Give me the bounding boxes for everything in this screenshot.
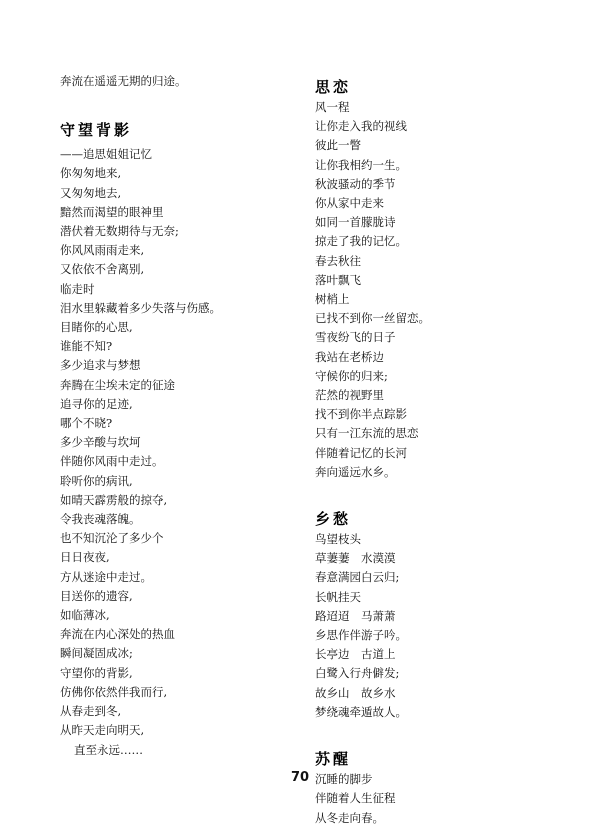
poem-line: 找不到你半点踪影	[315, 407, 407, 422]
poem-line: 瞬间凝固成冰;	[60, 646, 133, 661]
poem-line: 黯然而渴望的眼神里	[60, 204, 164, 219]
poem-line: 乡思作伴游子吟。	[315, 628, 407, 643]
poem-line: 风一程	[315, 100, 350, 114]
poem-line: 谁能不知?	[60, 339, 113, 354]
poem-line: 长亭边 古道上	[315, 647, 396, 662]
poem-title-xiangchou: 乡愁	[315, 510, 352, 529]
poem-line: 你从家中走来	[315, 196, 384, 211]
poem-line: 彼此一瞥	[315, 138, 361, 153]
poem-line: 如临薄冰,	[60, 608, 110, 623]
poem-line: 草萋萋 水漠漠	[315, 551, 396, 566]
poem-line: 从春走到冬,	[60, 704, 122, 719]
poem-line: 鸟望枝头	[315, 532, 361, 547]
poem-title-suxing: 苏醒	[315, 750, 352, 769]
poem-line: 令我丧魂落魄。	[60, 512, 141, 527]
poem-line: 落叶飘飞	[315, 272, 361, 287]
poem-line: 春去秋往	[315, 253, 361, 268]
right-column	[315, 0, 555, 828]
poem-body-shouwang	[60, 164, 290, 759]
poem-title-shouwang: 守望背影	[60, 121, 133, 140]
poem-line: 奔腾在尘埃未定的征途	[60, 377, 175, 392]
intro-line: 奔流在遥遥无期的归途。	[60, 74, 187, 88]
poem-line: 伴随着人生征程	[315, 791, 396, 806]
poem-line: 直至永远……	[74, 742, 143, 757]
poem-line: 你风风雨雨走来,	[60, 243, 145, 258]
poem-line: 又匆匆地去,	[60, 185, 122, 200]
poem-line: 多少追求与梦想	[60, 358, 141, 373]
poem-line: 潜伏着无数期待与无奈;	[60, 224, 179, 239]
poem-line: 如晴天霹雳般的掠夺,	[60, 492, 168, 507]
poem-line: 路迢迢 马萧萧	[315, 608, 396, 623]
poem-line: 从冬走向春。	[315, 810, 384, 825]
poem-line: 故乡山 故乡水	[315, 685, 396, 700]
poem-line: 聆听你的病讯,	[60, 473, 133, 488]
poem-line: 方从迷途中走过。	[60, 569, 152, 584]
poem-subtitle: ——追思姐姐记忆	[60, 147, 152, 162]
poem-line: 雪夜纷飞的日子	[315, 330, 396, 345]
poem-body-silian	[315, 98, 555, 482]
poem-line: 长帆挂天	[315, 589, 361, 604]
poem-title-silian: 思恋	[315, 78, 352, 96]
poem-line: 我站在老桥边	[315, 349, 384, 364]
poem-line: 守候你的归来;	[315, 368, 388, 383]
poem-line: 掠走了我的记忆。	[315, 234, 407, 249]
poem-line: 奔向遥远水乡。	[315, 464, 396, 479]
poem-line: 只有一江东流的思恋	[315, 426, 419, 441]
poem-line: 多少辛酸与坎坷	[60, 435, 141, 450]
left-column	[60, 0, 290, 760]
poem-line: 伴随你风雨中走过。	[60, 454, 164, 469]
poem-line: 秋波骚动的季节	[315, 176, 396, 191]
poem-line: 茫然的视野里	[315, 388, 384, 403]
poem-line: 奔流在内心深处的热血	[60, 627, 175, 642]
poem-line: 从昨天走向明天,	[60, 723, 145, 738]
poem-line: 仿佛你依然伴我而行,	[60, 684, 168, 699]
poem-line: 已找不到你一丝留恋。	[315, 311, 430, 326]
poem-line: 哪个不晓?	[60, 416, 113, 431]
poem-line: 泪水里躲藏着多少失落与伤感。	[60, 300, 221, 315]
poem-line: 目睹你的心思,	[60, 320, 133, 335]
poem-line: 白鹭入行舟僻发;	[315, 666, 400, 681]
poem-line: 日日夜夜,	[60, 550, 110, 565]
poem-line: 伴随着记忆的长河	[315, 445, 407, 460]
poem-line: 沉睡的脚步	[315, 772, 373, 787]
poem-line: 追寻你的足迹,	[60, 396, 133, 411]
poem-line: 也不知沉沦了多少个	[60, 531, 164, 546]
poem-line: 临走时	[60, 281, 95, 296]
poem-line: 让你我相约一生。	[315, 157, 407, 172]
poem-line: 树梢上	[315, 292, 350, 307]
page-number: 70	[290, 770, 310, 785]
poem-line: 让你走入我的视线	[315, 119, 407, 134]
poem-line: 又依依不舍离别,	[60, 262, 145, 277]
poem-line: 你匆匆地来,	[60, 166, 122, 181]
poem-line: 春意满园白云归;	[315, 570, 400, 585]
poem-line: 目送你的遗容,	[60, 588, 133, 603]
poem-body-xiangchou	[315, 530, 555, 722]
poem-line: 梦绕魂牵遁故人。	[315, 704, 407, 719]
poem-line: 守望你的背影,	[60, 665, 133, 680]
poem-line: 如同一首朦胧诗	[315, 215, 396, 230]
